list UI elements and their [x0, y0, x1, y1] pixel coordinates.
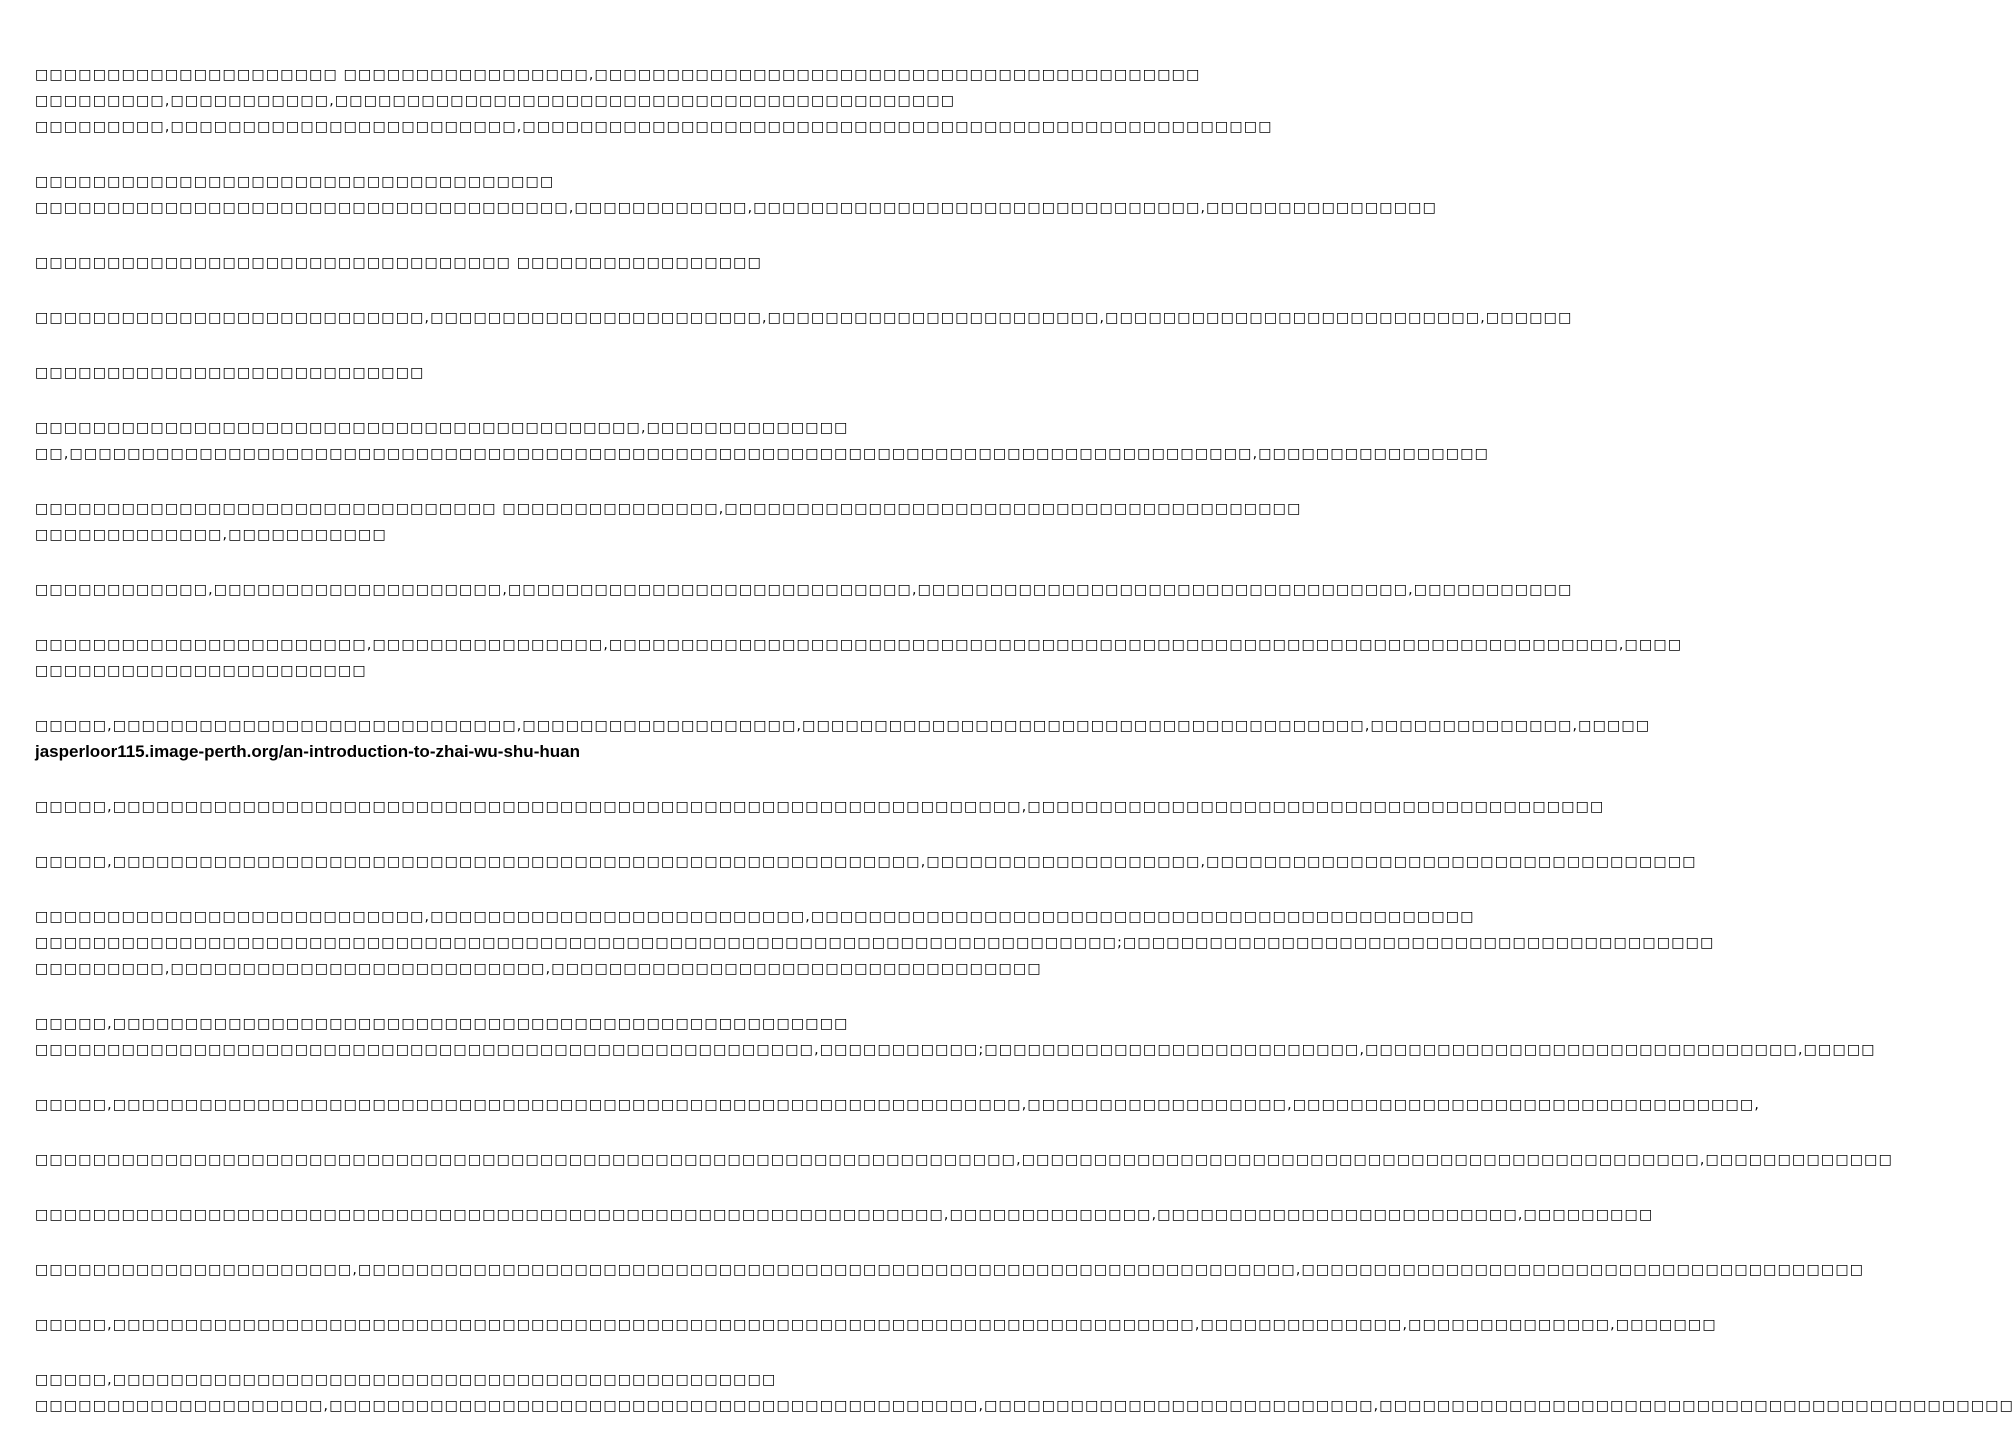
- text-line: □□□□□,□□□□□□□□□□□□□□□□□□□□□□□□□□□□□□□□□□□□□□□□□□□□□□: [35, 1372, 777, 1388]
- text-line: □□□□□□□□□□□□□□□□□□□□□□□□□□□□□□□□□□□□□,□□□□□□□□□□□□,□□□□□□□□□□□□□□□□□□□□□□□□□□□□□□□,□□□□□□□□□□□□□□□□: [35, 200, 1437, 216]
- paragraph: [35, 305, 1573, 331]
- text-line: □□□□□□□□□,□□□□□□□□□□□,□□□□□□□□□□□□□□□□□□□□□□□□□□□□□□□□□□□□□□□□□□□: [35, 93, 956, 109]
- text-line: □□□□□□□□□□□□□□□□□□□□□□□□□□□□□□□□□□□□□□□□□□□□□□□□□□□□□□□□□□□□□□□,□□□□□□□□□□□□□□,□□□□□□□□□□□□□□□□□□□□□□□□□,□□□□□□□□□: [35, 1207, 1654, 1223]
- text-line: □□□□□,□□□□□□□□□□□□□□□□□□□□□□□□□□□□,□□□□□□□□□□□□□□□□□□□,□□□□□□□□□□□□□□□□□□□□□□□□□□□□□□□□□□□□□□□,□□□□□□□□□□□□□□,□□□□□: [35, 718, 1651, 734]
- paragraph: [35, 1257, 1865, 1283]
- url-link[interactable]: jasperloor115.image-perth.org/an-introduction-to-zhai-wu-shu-huan: [35, 742, 580, 761]
- text-line: □□□□□□□□□□□□□□□□□□□□□□□□□□□□□□□□ □□□□□□□□□□□□□□□,□□□□□□□□□□□□□□□□□□□□□□□□□□□□□□□□□□□□□□□□: [35, 501, 1302, 517]
- paragraph: [35, 169, 1437, 221]
- paragraph: [35, 62, 1273, 140]
- text-line: □□□□□□□□□□□□,□□□□□□□□□□□□□□□□□□□□,□□□□□□□□□□□□□□□□□□□□□□□□□□□□,□□□□□□□□□□□□□□□□□□□□□□□□□□□□□□□□□□,□□□□□□□□□□□: [35, 582, 1573, 598]
- paragraph: [35, 577, 1573, 603]
- text-line: □□□□□□□□□□□□□,□□□□□□□□□□□: [35, 527, 387, 543]
- paragraph: [35, 360, 990, 386]
- paragraph: [35, 794, 1605, 820]
- paragraph: [35, 1367, 2014, 1419]
- paragraph: [35, 250, 990, 276]
- text-line: □□□□□□□□□,□□□□□□□□□□□□□□□□□□□□□□□□,□□□□□□□□□□□□□□□□□□□□□□□□□□□□□□□□□□□□□□□□□□□□□□□□□□□□: [35, 119, 1273, 135]
- text-line: □□,□□□□□□□□□□□□□□□□□□□□□□□□□□□□□□□□□□□□□□□□□□□□□□□□□□□□□□□□□□□□□□□□□□□□□□□□□□□□□□□□□□,□□□□□□□□□□□□□□□□: [35, 446, 1490, 462]
- text-line: □□□□□□□□□,□□□□□□□□□□□□□□□□□□□□□□□□□□,□□□□□□□□□□□□□□□□□□□□□□□□□□□□□□□□□□: [35, 961, 1042, 977]
- paragraph: [35, 1202, 1654, 1228]
- text-line: □□□□□□□□□□□□□□□□□□□□□□□□□□□□□□□□□□□□□□□□□□,□□□□□□□□□□□□□□: [35, 420, 849, 436]
- text-line: □□□□□□□□□□□□□□□□□□□□□ □□□□□□□□□□□□□□□□□,□□□□□□□□□□□□□□□□□□□□□□□□□□□□□□□□□□□□□□□□□□: [35, 67, 1201, 83]
- text-line: □□□□□□□□□□□□□□□□□□□□□□□,□□□□□□□□□□□□□□□□,□□□□□□□□□□□□□□□□□□□□□□□□□□□□□□□□□□□□□□□□□□□□□□□□□□□□□□□□□□□□□□□□□□□□□□,□□□□: [35, 637, 1683, 653]
- text-line: □□□□□□□□□□□□□□□□□□□□□□□□□□□□□□□□□□□□: [35, 174, 555, 190]
- paragraph: [35, 1147, 1894, 1173]
- text-line: □□□□□□□□□□□□□□□□□□□□□□□□□□□,□□□□□□□□□□□□□□□□□□□□□□□,□□□□□□□□□□□□□□□□□□□□□□□,□□□□□□□□□□□□□□□□□□□□□□□□□□,□□□□□□: [35, 310, 1573, 326]
- text-line: □□□□□,□□□□□□□□□□□□□□□□□□□□□□□□□□□□□□□□□□□□□□□□□□□□□□□□□□□□□□□□□□□□□□□,□□□□□□□□□□□□□□□□□□□□□□□□□□□□□□□□□□□□□□□□: [35, 799, 1605, 815]
- paragraph: [35, 632, 1683, 684]
- text-line: □□□□□,□□□□□□□□□□□□□□□□□□□□□□□□□□□□□□□□□□□□□□□□□□□□□□□□□□□□□□□□□□□□□□□,□□□□□□□□□□□□□□□□□□,□□□□□□□□□□□□□□□□□□□□□□□□□□□□□□□□,: [35, 1097, 1761, 1113]
- text-line: □□□□□□□□□□□□□□□□□□□□,□□□□□□□□□□□□□□□□□□□□□□□□□□□□□□□□□□□□□□□□□□□□□,□□□□□□□□□□□□□□□□□□□□□□□□□□□,□□□□□□□□□□□□□□□□□□□□□□□□□□□□□□□□□□□□□□□□□□□□: [35, 1398, 2014, 1414]
- paragraph: [35, 849, 1697, 875]
- text-line: □□□□□,□□□□□□□□□□□□□□□□□□□□□□□□□□□□□□□□□□□□□□□□□□□□□□□□□□□□□□□□□□□□□□□□□□□□□□□□□□□,□□□□□□□□□□□□□□,□□□□□□□□□□□□□□,□□□□□□□: [35, 1317, 1717, 1333]
- paragraph: [35, 1312, 1717, 1338]
- paragraph: [35, 904, 1715, 982]
- paragraph: [35, 1092, 1761, 1118]
- text-line: □□□□□□□□□□□□□□□□□□□□□□□□□□□□□□□□□□□□□□□□□□□□□□□□□□□□□□,□□□□□□□□□□□;□□□□□□□□□□□□□□□□□□□□□□□□□□,□□□□□□□□□□□□□□□□□□□□□□□□□□□□□□,□□□□□: [35, 1042, 1876, 1058]
- paragraph: [35, 415, 1490, 467]
- text-line: □□□□□,□□□□□□□□□□□□□□□□□□□□□□□□□□□□□□□□□□□□□□□□□□□□□□□□□□□□□□□□,□□□□□□□□□□□□□□□□□□□,□□□□□□□□□□□□□□□□□□□□□□□□□□□□□□□□□□: [35, 854, 1697, 870]
- text-line: □□□□□□□□□□□□□□□□□□□□□□□□□□□□□□□□□□□□□□□□□□□□□□□□□□□□□□□□□□□□□□□□□□□□,□□□□□□□□□□□□□□□□□□□□□□□□□□□□□□□□□□□□□□□□□□□□□□□,□□□□□□□□□□□□□: [35, 1152, 1894, 1168]
- text-line: □□□□□□□□□□□□□□□□□□□□□□□: [35, 663, 367, 679]
- document-body: [35, 62, 2014, 1448]
- text-line: □□□□□,□□□□□□□□□□□□□□□□□□□□□□□□□□□□□□□□□□□□□□□□□□□□□□□□□□□: [35, 1016, 849, 1032]
- paragraph: [35, 496, 1302, 548]
- text-line: □□□□□□□□□□□□□□□□□□□□□□□□□□□: [35, 365, 425, 381]
- text-line: □□□□□□□□□□□□□□□□□□□□□□□□□□□□□□□□□□□□□□□□□□□□□□□□□□□□□□□□□□□□□□□□□□□□□□□□□□□;□□□□□□□□□□□□□□□□□□□□□□□□□□□□□□□□□□□□□□□□□: [35, 935, 1715, 951]
- paragraph: [35, 1011, 1876, 1063]
- paragraph: [35, 713, 1651, 765]
- text-line: □□□□□□□□□□□□□□□□□□□□□□□□□□□□□□□□□ □□□□□□□□□□□□□□□□□: [35, 255, 763, 271]
- text-line: □□□□□□□□□□□□□□□□□□□□□□□□□□□,□□□□□□□□□□□□□□□□□□□□□□□□□□,□□□□□□□□□□□□□□□□□□□□□□□□□□□□□□□□□□□□□□□□□□□□□□: [35, 909, 1475, 925]
- text-line: □□□□□□□□□□□□□□□□□□□□□□,□□□□□□□□□□□□□□□□□□□□□□□□□□□□□□□□□□□□□□□□□□□□□□□□□□□□□□□□□□□□□□□□□,□□□□□□□□□□□□□□□□□□□□□□□□□□□□□□□□□□□□□□□: [35, 1262, 1865, 1278]
